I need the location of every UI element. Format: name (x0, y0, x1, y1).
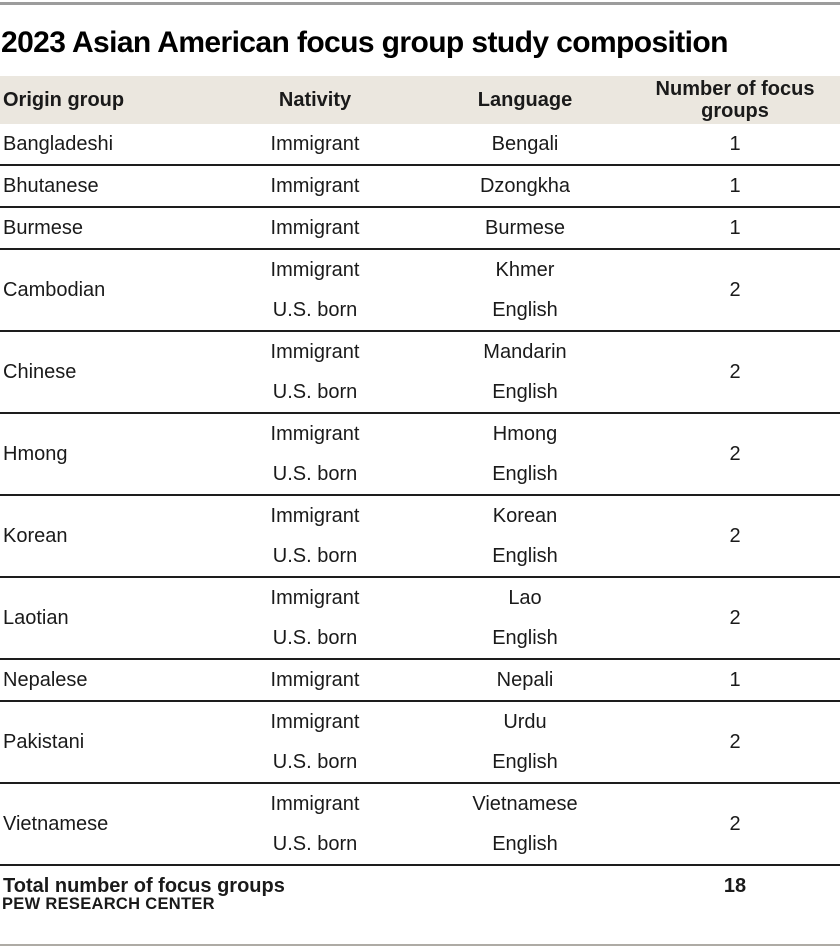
count-cell: 1 (729, 668, 741, 691)
table-group-korean (0, 495, 840, 577)
nativity-cell: Immigrant (270, 586, 360, 609)
nativity-cell: Immigrant (270, 668, 360, 691)
language-cell: Urdu (503, 710, 547, 733)
language-cell: English (492, 626, 558, 649)
table-group-nepalese (0, 659, 840, 701)
table-row (0, 207, 840, 249)
language-cell: English (492, 298, 558, 321)
table-row (0, 249, 840, 290)
column-header-nativity: Nativity (210, 76, 420, 124)
language-cell: Dzongkha (479, 174, 571, 197)
nativity-cell: Immigrant (270, 132, 360, 155)
language-cell: Bengali (491, 132, 559, 155)
nativity-cell: U.S. born (272, 750, 358, 773)
origin-cell: Cambodian (3, 278, 106, 301)
language-cell: Mandarin (483, 340, 567, 363)
language-cell: Vietnamese (472, 792, 578, 815)
column-header-number-of-focus-groups: Number of focus groups (630, 76, 840, 124)
count-cell: 2 (729, 812, 741, 835)
table-row (0, 331, 840, 372)
table-row (0, 495, 840, 536)
table-row (0, 659, 840, 701)
nativity-cell: Immigrant (270, 792, 360, 815)
table-row (0, 783, 840, 824)
table-group-bhutanese (0, 165, 840, 207)
table-group-cambodian (0, 249, 840, 331)
nativity-cell: Immigrant (270, 422, 360, 445)
count-cell: 1 (729, 216, 741, 239)
origin-cell: Bangladeshi (3, 132, 114, 155)
count-cell: 1 (729, 174, 741, 197)
language-cell: English (492, 750, 558, 773)
table-row (0, 701, 840, 742)
nativity-cell: Immigrant (270, 258, 360, 281)
language-cell: English (492, 462, 558, 485)
column-header-origin-group: Origin group (0, 76, 210, 124)
origin-cell: Nepalese (3, 668, 88, 691)
bottom-divider (0, 944, 840, 946)
origin-cell: Hmong (3, 442, 68, 465)
nativity-cell: Immigrant (270, 216, 360, 239)
table-row (0, 413, 840, 454)
table-group-laotian (0, 577, 840, 659)
total-value: 18 (723, 874, 747, 897)
table-row (0, 124, 840, 165)
language-cell: Khmer (495, 258, 555, 281)
table-row (0, 165, 840, 207)
language-cell: English (492, 832, 558, 855)
nativity-cell: U.S. born (272, 298, 358, 321)
count-cell: 2 (729, 524, 741, 547)
language-cell: Hmong (492, 422, 558, 445)
language-cell: Burmese (484, 216, 566, 239)
nativity-cell: Immigrant (270, 174, 360, 197)
count-cell: 2 (729, 360, 741, 383)
table-group-chinese (0, 331, 840, 413)
language-cell: Korean (492, 504, 558, 527)
table-group-pakistani (0, 701, 840, 783)
nativity-cell: U.S. born (272, 832, 358, 855)
nativity-cell: U.S. born (272, 544, 358, 567)
page-title: 2023 Asian American focus group study composition (1, 26, 728, 59)
nativity-cell: U.S. born (272, 462, 358, 485)
count-cell: 2 (729, 278, 741, 301)
count-cell: 2 (729, 606, 741, 629)
nativity-cell: Immigrant (270, 340, 360, 363)
nativity-cell: Immigrant (270, 504, 360, 527)
table-group-burmese (0, 207, 840, 249)
count-cell: 2 (729, 730, 741, 753)
table-group-bangladeshi (0, 124, 840, 165)
top-divider (0, 2, 840, 5)
origin-cell: Bhutanese (3, 174, 99, 197)
language-cell: English (492, 544, 558, 567)
column-header-language: Language (420, 76, 630, 124)
count-cell: 2 (729, 442, 741, 465)
nativity-cell: U.S. born (272, 626, 358, 649)
language-cell: English (492, 380, 558, 403)
header-row (0, 76, 840, 124)
origin-cell: Korean (3, 524, 68, 547)
table-group-vietnamese (0, 783, 840, 865)
origin-cell: Vietnamese (3, 812, 109, 835)
table-group-hmong (0, 413, 840, 495)
total-label: Total number of focus groups (3, 874, 285, 897)
count-cell: 1 (729, 132, 741, 155)
origin-cell: Chinese (3, 360, 77, 383)
origin-cell: Laotian (3, 606, 69, 629)
focus-group-table (0, 76, 840, 906)
nativity-cell: U.S. born (272, 380, 358, 403)
origin-cell: Burmese (3, 216, 84, 239)
source-label: PEW RESEARCH CENTER (2, 895, 215, 913)
table-row (0, 577, 840, 618)
language-cell: Nepali (496, 668, 554, 691)
origin-cell: Pakistani (3, 730, 85, 753)
nativity-cell: Immigrant (270, 710, 360, 733)
table-header (0, 76, 840, 124)
language-cell: Lao (508, 586, 542, 609)
